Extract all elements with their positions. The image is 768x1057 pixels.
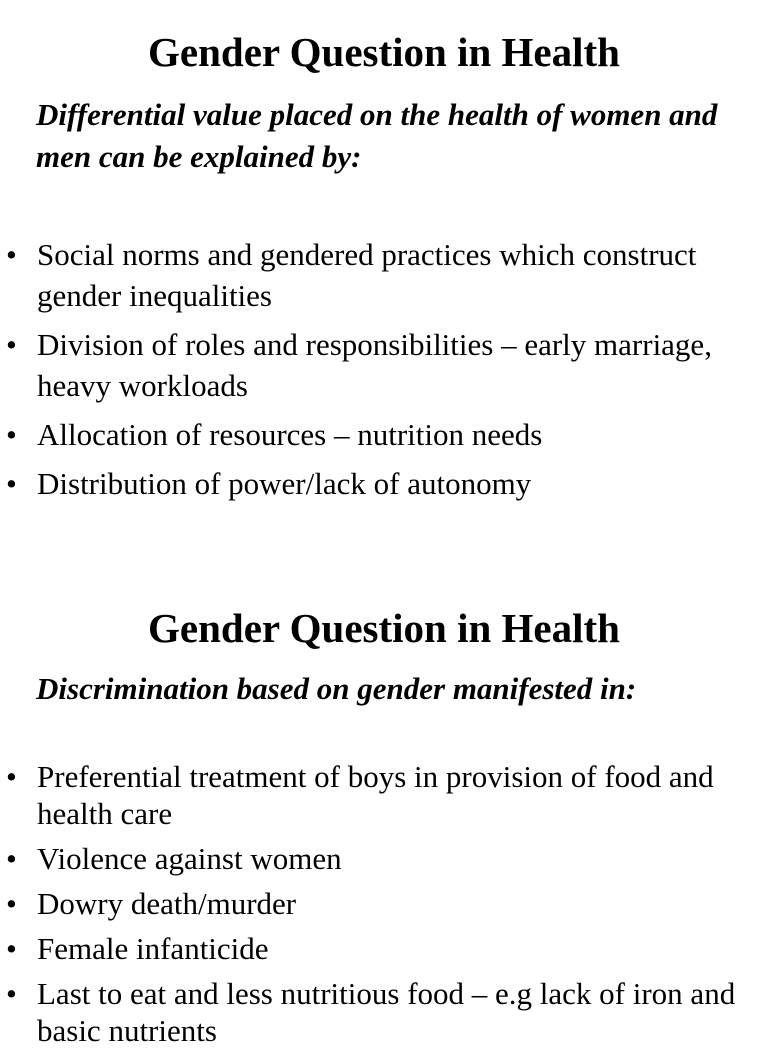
bullet-icon: •	[6, 417, 17, 452]
bullet-text: Distribution of power/lack of autonomy	[37, 466, 532, 501]
bullet-item	[0, 463, 768, 504]
bullet-icon: •	[6, 759, 17, 794]
bullet-icon: •	[6, 237, 17, 272]
slide-subtitle: Discrimination based on gender manifested in:	[36, 671, 637, 706]
bullet-text: Last to eat and less nutritious food – e.g lack of iron and basic nutrients	[37, 976, 736, 1048]
bullet-list	[0, 234, 768, 512]
bullet-icon: •	[6, 841, 17, 876]
bullet-icon: •	[6, 931, 17, 966]
bullet-item	[0, 885, 768, 922]
bullet-text: Division of roles and responsibilities – early marriage, heavy workloads	[37, 327, 712, 403]
bullet-icon: •	[6, 886, 17, 921]
slide-title: Gender Question in Health	[148, 605, 620, 651]
bullet-icon: •	[6, 327, 17, 362]
bullet-item	[0, 234, 768, 316]
bullet-item	[0, 414, 768, 455]
bullet-icon: •	[6, 976, 17, 1011]
slide-subtitle: Differential value placed on the health of women and men can be explained by:	[36, 97, 718, 174]
bullet-text: Violence against women	[37, 841, 342, 876]
bullet-list	[0, 758, 768, 1057]
bullet-text: Social norms and gendered practices which construct gender inequalities	[37, 237, 697, 313]
bullet-item	[0, 758, 768, 832]
bullet-text: Allocation of resources – nutrition needs	[37, 417, 543, 452]
bullet-item	[0, 975, 768, 1049]
bullet-icon: •	[6, 466, 17, 501]
bullet-text: Dowry death/murder	[37, 886, 297, 921]
bullet-text: Preferential treatment of boys in provision of food and health care	[37, 759, 714, 831]
slide-title: Gender Question in Health	[148, 29, 620, 75]
bullet-text: Female infanticide	[37, 931, 269, 966]
bullet-item	[0, 324, 768, 406]
bullet-item	[0, 840, 768, 877]
bullet-item	[0, 930, 768, 967]
